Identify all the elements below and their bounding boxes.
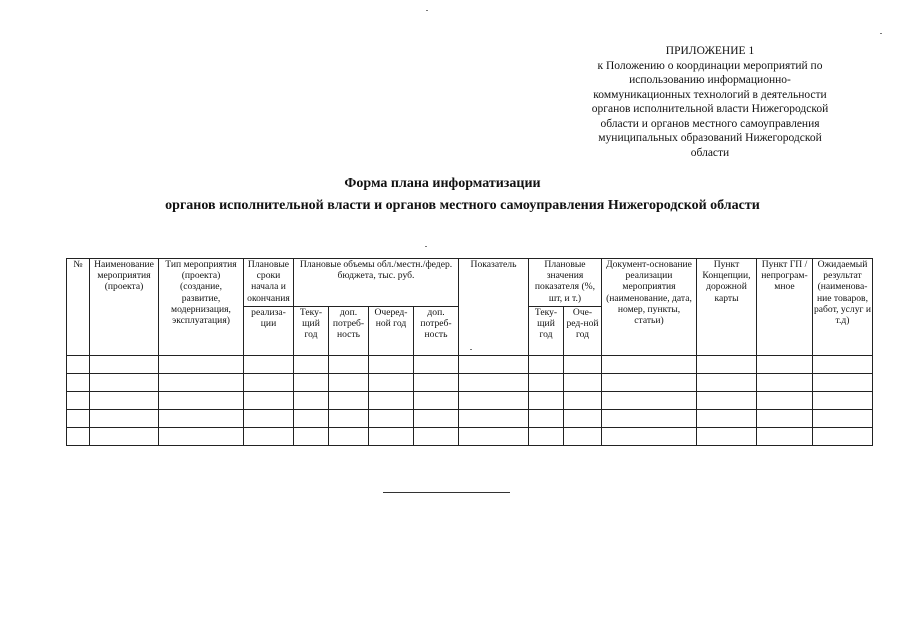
header-number: № [67, 259, 90, 356]
appendix-line: коммуникационных технологий в деятельности [593, 88, 827, 101]
header-terms-realization: реализа-ции [244, 307, 294, 356]
header-volume-next-year: Очеред-ной год [369, 307, 414, 356]
appendix-line: ПРИЛОЖЕНИЕ 1 [665, 45, 755, 57]
appendix-heading [560, 44, 860, 160]
header-type: Тип мероприятия (проекта) (создание, развитие, модернизация, эксплуатация) [159, 259, 244, 356]
scan-speck [470, 349, 472, 350]
table-row [67, 356, 873, 374]
header-value-current-year: Теку-щий год [529, 307, 564, 356]
header-document: Документ-основание реализации мероприятия (наименование, дата, номер, пункты, статьи) [602, 259, 697, 356]
scan-speck [880, 33, 882, 34]
form-title-line1: Форма плана информатизации [344, 176, 541, 191]
appendix-line: к Положению о координации мероприятий по [597, 59, 823, 72]
header-volume-additional-need-next: доп. потреб-ность [414, 307, 459, 356]
header-indicator: Показатель [459, 259, 529, 356]
plan-table [66, 258, 873, 446]
header-gp: Пункт ГП / непрограм-мное [757, 259, 813, 356]
table-row [67, 392, 873, 410]
table-row [67, 374, 873, 392]
scan-speck [426, 10, 428, 11]
bottom-separator-line [383, 492, 510, 493]
header-concept: Пункт Концепции, дорожной карты [697, 259, 757, 356]
header-planned-values: Плановые значения показателя (%, шт, и т.) [529, 259, 602, 307]
header-volume-additional-need: доп. потреб-ность [329, 307, 369, 356]
appendix-line: области и органов местного самоуправления [600, 117, 820, 130]
header-volume-current-year: Теку-щий год [294, 307, 329, 356]
header-value-next-year: Оче-ред-ной год [564, 307, 602, 356]
header-terms: Плановые сроки начала и окончания [244, 259, 294, 307]
header-result: Ожидаемый результат (наименова-ние товаров, работ, услуг и т.д) [813, 259, 873, 356]
header-name: Наименование мероприятия (проекта) [90, 259, 159, 356]
appendix-line: органов исполнительной власти Нижегородской [591, 103, 829, 115]
appendix-line: использованию информационно- [629, 74, 791, 86]
appendix-line: муниципальных образований Нижегородской [598, 132, 822, 144]
table-row [67, 428, 873, 446]
appendix-line: области [690, 146, 730, 159]
scan-speck [425, 246, 427, 247]
table-row [67, 410, 873, 428]
form-title-line2: органов исполнительной власти и органов местного самоуправления Нижегородской области [165, 198, 760, 213]
header-volumes: Плановые объемы обл./местн./федер. бюджета, тыс. руб. [294, 259, 459, 307]
